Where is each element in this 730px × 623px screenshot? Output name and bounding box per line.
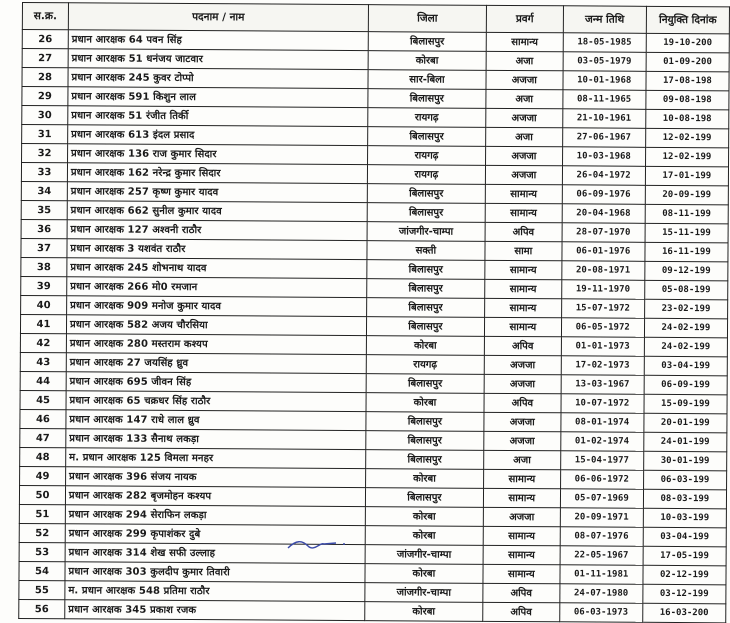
table-row (19, 599, 726, 622)
cell-dob: 24-07-1980 (559, 584, 642, 604)
cell-sn: 39 (21, 276, 67, 295)
cell-district: बिलासपुर (367, 127, 485, 147)
cell-category: अजजा (485, 165, 562, 184)
cell-district: बिलासपुर (365, 488, 483, 508)
cell-appointment: 15-09-199 (644, 394, 727, 414)
cell-sn: 40 (21, 295, 67, 314)
cell-dob: 10-07-1972 (561, 394, 644, 414)
cell-category: सामान्य (485, 184, 562, 203)
cell-district: बिलासपुर (365, 450, 483, 470)
cell-category: सामान्य (484, 469, 561, 488)
cell-category: अजजा (483, 507, 560, 526)
cell-dob: 06-06-1972 (560, 470, 643, 490)
cell-dob: 17-02-1973 (561, 356, 644, 376)
cell-name: प्रधान आरक्षक 909 मनोज कुमार यादव (67, 296, 367, 317)
cell-name: प्रधान आरक्षक 266 मो0 रमजान (67, 277, 367, 298)
cell-name: प्रधान आरक्षक 51 रंजीत तिर्की (68, 106, 368, 127)
cell-category: अजजा (486, 146, 563, 165)
cell-dob: 22-05-1967 (560, 546, 643, 566)
cell-sn: 26 (22, 30, 68, 49)
cell-district: कोरबा (365, 526, 483, 546)
cell-appointment: 01-09-200 (646, 52, 729, 72)
cell-name: प्रधान आरक्षक 133 सैनाथ लकड़ा (66, 429, 366, 450)
cell-district: सार-बिला (368, 70, 486, 90)
cell-appointment: 24-01-199 (644, 432, 727, 452)
cell-district: बिलासपुर (366, 431, 484, 451)
cell-category: अजा (486, 89, 563, 108)
cell-name: प्रधान आरक्षक 127 अश्वनी राठौर (67, 220, 367, 241)
cell-sn: 27 (22, 49, 68, 68)
cell-appointment: 12-02-199 (645, 147, 728, 167)
cell-sn: 28 (22, 68, 68, 87)
cell-sn: 43 (20, 352, 66, 371)
cell-appointment: 03-12-199 (643, 584, 726, 604)
cell-sn: 35 (21, 200, 67, 219)
cell-name: प्रधान आरक्षक 162 नरेन्द्र कुमार सिदार (67, 163, 367, 184)
cell-appointment: 20-09-199 (645, 185, 728, 205)
cell-name: प्रधान आरक्षक 245 शोभनाथ यादव (67, 258, 367, 279)
cell-district: बिलासपुर (367, 279, 485, 299)
cell-appointment: 06-09-199 (644, 375, 727, 395)
cell-name: प्रधान आरक्षक 582 अजय चौरसिया (66, 315, 366, 336)
cell-dob: 19-11-1970 (561, 280, 644, 300)
cell-district: बिलासपुर (366, 298, 484, 318)
cell-appointment: 02-12-199 (643, 565, 726, 585)
cell-dob: 06-01-1976 (562, 242, 645, 262)
cell-category: सामान्य (485, 203, 562, 222)
cell-dob: 06-09-1976 (562, 185, 645, 205)
cell-category: सामान्य (485, 298, 562, 317)
cell-appointment: 17-01-199 (645, 166, 728, 186)
cell-name: प्रधान आरक्षक 280 मस्तराम कश्यप (66, 334, 366, 355)
cell-category: अजजा (484, 355, 561, 374)
cell-district: कोरबा (365, 564, 483, 584)
cell-sn: 52 (19, 523, 65, 542)
cell-district: रायगढ़ (368, 108, 486, 128)
header-dob: जन्म तिथि (563, 6, 646, 34)
cell-name: प्रधान आरक्षक 282 बृजमोहन कश्यप (65, 486, 365, 507)
cell-name: प्रधान आरक्षक 65 चक्रधर सिंह राठौर (66, 391, 366, 412)
cell-district: रायगढ़ (366, 355, 484, 375)
cell-category: सामान्य (483, 488, 560, 507)
cell-district: बिलासपुर (367, 260, 485, 280)
cell-name: प्रधान आरक्षक 695 जीवन सिंह (66, 372, 366, 393)
cell-appointment: 16-11-199 (645, 242, 728, 262)
cell-district: रायगढ़ (367, 146, 485, 166)
cell-district: बिलासपुर (367, 184, 485, 204)
cell-dob: 15-07-1972 (561, 299, 644, 319)
cell-appointment: 09-08-198 (646, 90, 729, 110)
cell-appointment: 15-11-199 (645, 223, 728, 243)
cell-name: प्रधान आरक्षक 27 जयसिंह ध्रुव (66, 353, 366, 374)
cell-dob: 06-05-1972 (561, 318, 644, 338)
cell-sn: 31 (22, 125, 68, 144)
cell-category: सामान्य (483, 526, 560, 545)
cell-dob: 26-04-1972 (562, 166, 645, 186)
cell-name: म. प्रधान आरक्षक 125 विमला मनहर (66, 448, 366, 469)
header-district: जिला (368, 5, 486, 33)
cell-name: प्रधान आरक्षक 257 कृष्ण कुमार यादव (67, 182, 367, 203)
cell-dob: 10-03-1968 (562, 147, 645, 167)
cell-sn: 36 (21, 219, 67, 238)
cell-name: प्रधान आरक्षक 396 संजय नायक (65, 467, 365, 488)
cell-appointment: 03-04-199 (643, 527, 726, 547)
cell-sn: 42 (20, 333, 66, 352)
cell-category: अजा (484, 450, 561, 469)
cell-category: अजजा (484, 374, 561, 393)
cell-district: कोरबा (365, 602, 483, 622)
cell-category: अजजा (486, 70, 563, 89)
cell-name: प्रधान आरक्षक 294 सेराफिन लकड़ा (65, 505, 365, 526)
cell-category: सामान्य (483, 545, 560, 564)
cell-category: अजा (486, 51, 563, 70)
cell-appointment: 16-03-200 (643, 603, 726, 623)
cell-sn: 41 (20, 314, 66, 333)
cell-dob: 20-09-1971 (560, 508, 643, 528)
header-appointment: नियुक्ति दिनांक (646, 6, 729, 34)
cell-dob: 01-01-1973 (561, 337, 644, 357)
cell-district: जांजगीर-चाम्पा (365, 583, 483, 603)
cell-sn: 48 (20, 447, 66, 466)
header-category: प्रवर्ग (486, 5, 563, 32)
cell-dob: 06-03-1973 (559, 603, 642, 623)
cell-sn: 51 (19, 504, 65, 523)
cell-sn: 34 (21, 181, 67, 200)
cell-dob: 20-04-1968 (562, 204, 645, 224)
cell-appointment: 12-02-199 (645, 128, 728, 148)
cell-district: बिलासपुर (366, 412, 484, 432)
cell-category: सामान्य (483, 564, 560, 583)
cell-name: प्रधान आरक्षक 613 इंदल प्रसाद (68, 125, 368, 146)
cell-name: प्रधान आरक्षक 314 शेख सफी उल्लाह (65, 543, 365, 564)
cell-category: अपिव (484, 336, 561, 355)
cell-appointment: 05-08-199 (644, 280, 727, 300)
cell-sn: 47 (20, 428, 66, 447)
cell-appointment: 17-05-199 (643, 546, 726, 566)
cell-name: प्रधान आरक्षक 662 सुनील कुमार यादव (67, 201, 367, 222)
cell-appointment: 03-04-199 (644, 356, 727, 376)
cell-name: प्रधान आरक्षक 3 यशवंत राठौर (67, 239, 367, 260)
cell-name: प्रधान आरक्षक 51 धनंजय जाटवार (68, 49, 368, 70)
cell-appointment: 24-02-199 (644, 318, 727, 338)
cell-appointment: 17-08-198 (646, 71, 729, 91)
cell-dob: 05-07-1969 (560, 489, 643, 509)
cell-sn: 56 (19, 599, 65, 618)
cell-appointment: 08-03-199 (643, 489, 726, 509)
cell-name: म. प्रधान आरक्षक 548 प्रतिमा राठौर (65, 581, 365, 602)
cell-sn: 29 (22, 87, 68, 106)
cell-category: अजा (486, 127, 563, 146)
cell-sn: 46 (20, 409, 66, 428)
cell-sn: 55 (19, 580, 65, 599)
cell-appointment: 19-10-200 (646, 33, 729, 53)
header-sn: स.क्र. (22, 3, 68, 30)
header-row (22, 3, 729, 34)
cell-district: कोरबा (365, 507, 483, 527)
cell-appointment: 30-01-199 (643, 451, 726, 471)
cell-district: बिलासपुर (366, 317, 484, 337)
cell-sn: 54 (19, 561, 65, 580)
cell-appointment: 20-01-199 (644, 413, 727, 433)
cell-appointment: 10-03-199 (643, 508, 726, 528)
cell-dob: 08-01-1974 (560, 413, 643, 433)
document-sheet (18, 2, 730, 623)
cell-dob: 01-11-1981 (560, 565, 643, 585)
cell-name: प्रधान आरक्षक 136 राज कुमार सिदार (67, 144, 367, 165)
cell-sn: 32 (22, 144, 68, 163)
table-body (19, 30, 730, 623)
cell-category: सामान्य (485, 279, 562, 298)
cell-dob: 03-05-1979 (563, 52, 646, 72)
cell-district: कोरबा (366, 393, 484, 413)
cell-sn: 50 (19, 485, 65, 504)
cell-sn: 53 (19, 542, 65, 561)
cell-district: कोरबा (365, 469, 483, 489)
signature-scribble (284, 538, 354, 550)
cell-appointment: 23-02-199 (644, 299, 727, 319)
cell-appointment: 09-12-199 (645, 261, 728, 281)
cell-dob: 13-03-1967 (561, 375, 644, 395)
cell-sn: 44 (20, 371, 66, 390)
cell-sn: 37 (21, 238, 67, 257)
cell-category: अपिव (485, 222, 562, 241)
cell-district: जांजगीर-चाम्पा (367, 222, 485, 242)
cell-category: सामा (485, 241, 562, 260)
cell-category: अपिव (483, 602, 560, 621)
cell-district: बिलासपुर (367, 203, 485, 223)
cell-dob: 28-07-1970 (562, 223, 645, 243)
cell-name: प्रधान आरक्षक 245 कुवर टोप्पो (68, 68, 368, 89)
table-header (22, 3, 729, 34)
cell-category: अजजा (486, 108, 563, 127)
cell-category: अजजा (484, 431, 561, 450)
personnel-table (18, 2, 730, 623)
cell-district: बिलासपुर (368, 32, 486, 52)
cell-dob: 08-07-1976 (560, 527, 643, 547)
cell-dob: 21-10-1961 (562, 109, 645, 129)
cell-name: प्रधान आरक्षक 591 किशुन लाल (68, 87, 368, 108)
cell-dob: 08-11-1965 (562, 90, 645, 110)
cell-district: बिलासपुर (366, 374, 484, 394)
cell-sn: 33 (21, 163, 67, 182)
cell-sn: 49 (20, 466, 66, 485)
cell-sn: 45 (20, 390, 66, 409)
cell-district: जांजगीर-चाम्पा (365, 545, 483, 565)
cell-category: सामान्य (485, 260, 562, 279)
cell-district: बिलासपुर (368, 89, 486, 109)
cell-name: प्रधान आरक्षक 147 राधे लाल ध्रुव (66, 410, 366, 431)
cell-district: कोरबा (368, 51, 486, 71)
cell-appointment: 08-11-199 (645, 204, 728, 224)
cell-category: सामान्य (484, 317, 561, 336)
cell-appointment: 10-08-198 (646, 109, 729, 129)
cell-appointment: 06-03-199 (643, 470, 726, 490)
cell-name: प्रधान आरक्षक 299 कृपाशंकर दुबे (65, 524, 365, 545)
cell-dob: 10-01-1968 (563, 71, 646, 91)
cell-appointment: 24-02-199 (644, 337, 727, 357)
cell-district: सक्ती (367, 241, 485, 261)
cell-name: प्रधान आरक्षक 345 प्रकाश रजक (65, 600, 365, 621)
cell-dob: 20-08-1971 (561, 261, 644, 281)
cell-dob: 15-04-1977 (560, 451, 643, 471)
cell-dob: 01-02-1974 (560, 432, 643, 452)
header-name: पदनाम / नाम (68, 3, 368, 32)
cell-district: कोरबा (366, 336, 484, 356)
cell-category: अजजा (484, 412, 561, 431)
cell-category: सामान्य (486, 32, 563, 51)
cell-name: प्रधान आरक्षक 64 पवन सिंह (68, 30, 368, 51)
cell-name: प्रधान आरक्षक 303 कुलदीप कुमार तिवारी (65, 562, 365, 583)
cell-dob: 27-06-1967 (562, 128, 645, 148)
cell-dob: 18-05-1985 (563, 33, 646, 53)
cell-sn: 38 (21, 257, 67, 276)
cell-district: रायगढ़ (367, 165, 485, 185)
cell-sn: 30 (22, 106, 68, 125)
cell-category: अपिव (484, 393, 561, 412)
cell-category: अपिव (483, 583, 560, 602)
